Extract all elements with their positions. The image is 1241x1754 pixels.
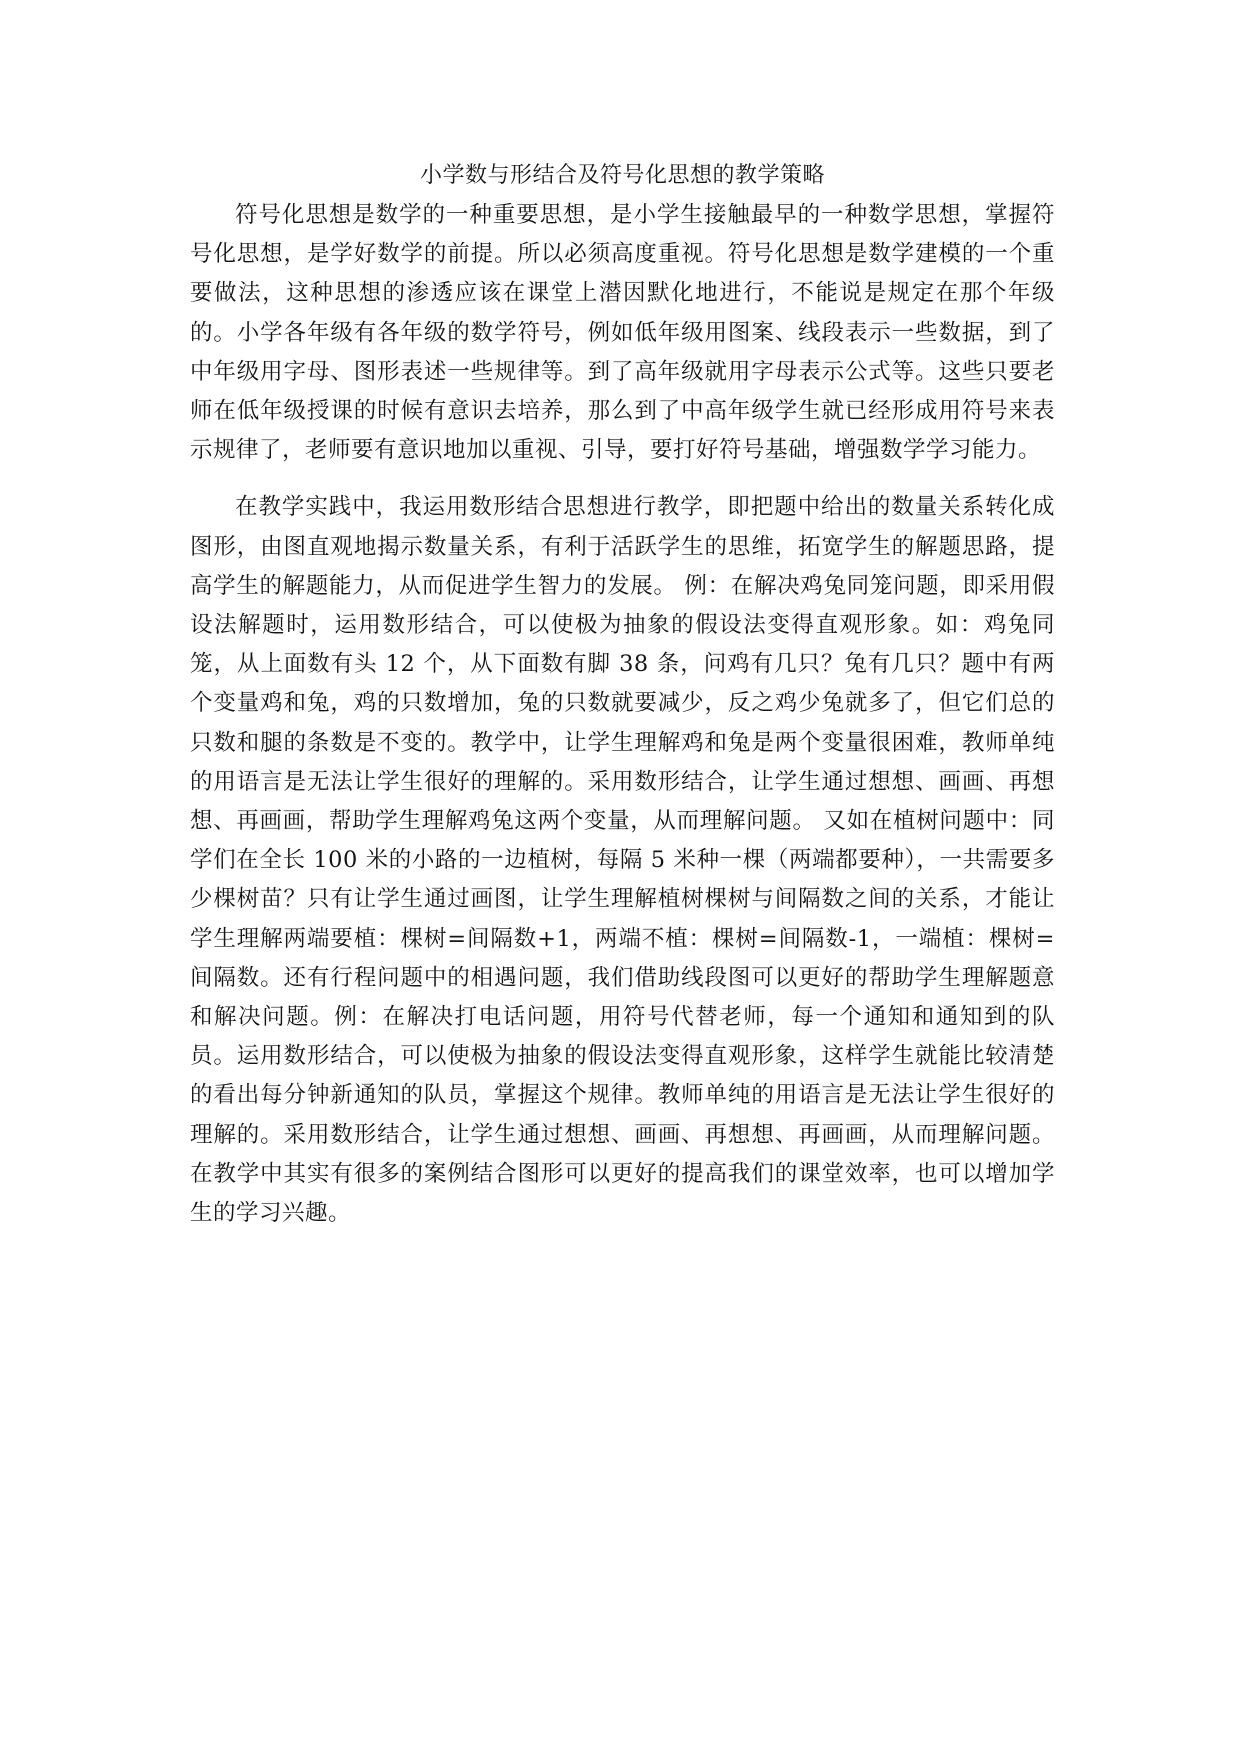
document-body: [190, 158, 1055, 1233]
paragraph-number-shape: 在教学实践中，我运用数形结合思想进行教学，即把题中给出的数量关系转化成图形，由图直观地揭示数量关系，有利于活跃学生的思维，拓宽学生的解题思路，提高学生的解题能力，从而促进学生智力的发展。 例：在解决鸡兔同笼问题，即采用假设法解题时，运用数形结合，可以使极为抽象的假设法变得直观形象。如：鸡兔同笼，从上面数有头 12 个，从下面数有脚 38 条，问鸡有几只？兔有几只？题中有两个变量鸡和兔，鸡的只数增加，兔的只数就要减少，反之鸡少兔就多了，但它们总的只数和腿的条数是不变的。教学中，让学生理解鸡和兔是两个变量很困难，教师单纯的用语言是无法让学生很好的理解的。采用数形结合，让学生通过想想、画画、再想想、再画画，帮助学生理解鸡兔这两个变量，从而理解问题。 又如在植树问题中：同学们在全长 100 米的小路的一边植树，每隔 5 米种一棵（两端都要种），一共需要多少棵树苗？只有让学生通过画图，让学生理解植树棵树与间隔数之间的关系，才能让学生理解两端要植：棵树=间隔数+1，两端不植：棵树=间隔数-1，一端植：棵树=间隔数。还有行程问题中的相遇问题，我们借助线段图可以更好的帮助学生理解题意和解决问题。例：在解决打电话问题，用符号代替老师，每一个通知和通知到的队员。运用数形结合，可以使极为抽象的假设法变得直观形象，这样学生就能比较清楚的看出每分钟新通知的队员，掌握这个规律。教师单纯的用语言是无法让学生很好的理解的。采用数形结合，让学生通过想想、画画、再想想、再画画，从而理解问题。在教学中其实有很多的案例结合图形可以更好的提高我们的课堂效率，也可以增加学生的学习兴趣。: [190, 494, 1055, 1227]
document-title: 小学数与形结合及符号化思想的教学策略: [419, 163, 825, 188]
paragraph-symbolization: 符号化思想是数学的一种重要思想，是小学生接触最早的一种数学思想，掌握符号化思想，是学好数学的前提。所以必须高度重视。符号化思想是数学建模的一个重要做法，这种思想的渗透应该在课堂上潜因默化地进行，不能说是规定在那个年级的。小学各年级有各年级的数学符号，例如低年级用图案、线段表示一些数据，到了中年级用字母、图形表述一些规律等。到了高年级就用字母表示公式等。这些只要老师在低年级授课的时候有意识去培养，那么到了中高年级学生就已经形成用符号来表示规律了，老师要有意识地加以重视、引导，要打好符号基础，增强数学学习能力。: [190, 202, 1055, 464]
